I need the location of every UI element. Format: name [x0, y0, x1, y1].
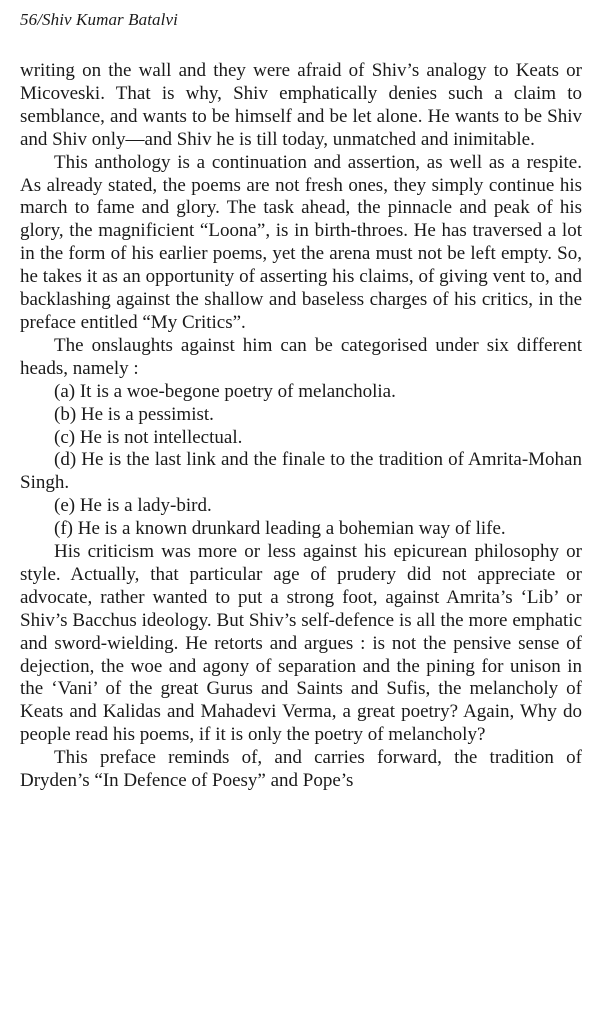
- list-item: (d) He is the last link and the finale to the tradition of Amrita-Mohan Singh.: [20, 449, 582, 494]
- paragraph-criticism: His criticism was more or less against his epicurean philosophy or style. Actually, that particular age of prudery did not appreciate or advocate, rather wanted to put a strong foot, against Amrita’s ‘Lib’ or Shiv’s Bacchus ideology. But Shiv’s self-defence is all the more emphatic and sword-wielding. He retorts and argues : is not the pensive sense of dejection, the woe and agony of separation and the pining for unison in the ‘Vani’ of the great Gurus and Saints and Sufis, the melancholy of Keats and Kalidas and Mahadevi Verma, a great poetry? Again, Why do people read his poems, if it is only the poetry of melancholy?: [20, 541, 582, 746]
- list-item: (c) He is not intellectual.: [54, 426, 243, 448]
- body-text: [20, 60, 582, 793]
- list-item: (a) It is a woe-begone poetry of melancholia.: [54, 380, 396, 402]
- list-item: (f) He is a known drunkard leading a bohemian way of life.: [54, 518, 506, 540]
- running-head: 56/Shiv Kumar Batalvi: [20, 10, 178, 29]
- paragraph-preface: This preface reminds of, and carries forward, the tradition of Dryden’s “In Defence of Poesy” and Pope’s: [20, 747, 582, 792]
- paragraph-continued: writing on the wall and they were afraid of Shiv’s analogy to Keats or Micoveski. That is why, Shiv emphatically denies such a claim to semblance, and wants to be himself and be let alone. He wants to be Shiv and Shiv only—and Shiv he is till today, unmatched and inimitable.: [20, 60, 582, 150]
- paragraph-onslaughts: The onslaughts against him can be categorised under six different heads, namely :: [20, 334, 582, 379]
- list-item: (e) He is a lady-bird.: [54, 495, 212, 517]
- list-item: (b) He is a pessimist.: [54, 403, 214, 425]
- paragraph-anthology: This anthology is a continuation and assertion, as well as a respite. As already stated, the poems are not fresh ones, they simply continue his march to fame and glory. The task ahead, the pinnacle and peak of his glory, the magnificient “Loona”, is in birth-throes. He has traversed a lot in the form of his earlier poems, yet the arena must not be left empty. So, he takes it as an opportunity of asserting his claims, of giving vent to, and backlashing against the shallow and baseless charges of his critics, in the preface entitled “My Critics”.: [20, 151, 582, 333]
